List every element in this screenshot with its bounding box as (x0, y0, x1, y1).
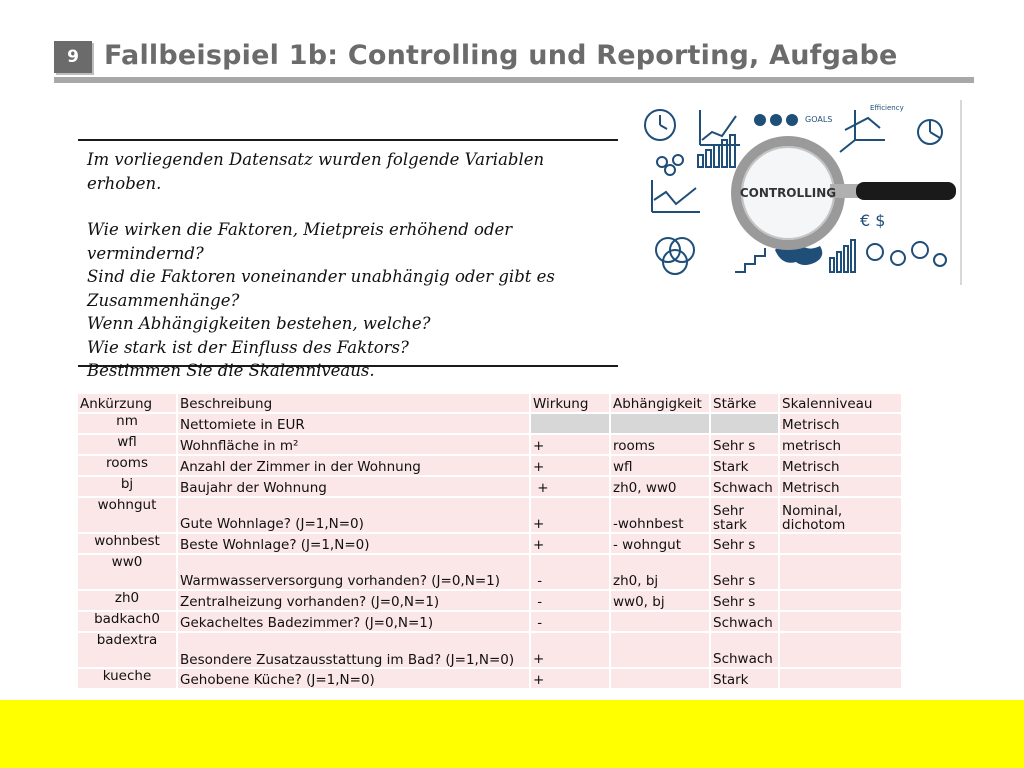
cell-strength: Sehr s (710, 533, 779, 554)
cell-scale (779, 590, 902, 611)
header-cell: Ankürzung (77, 393, 177, 413)
cell-abbrev: bj (77, 476, 177, 497)
slide-number: 9 (54, 41, 92, 73)
cell-dependency: - wohngut (610, 533, 710, 554)
cell-dependency: rooms (610, 434, 710, 455)
cell-dependency (610, 632, 710, 668)
goals-label: GOALS (805, 115, 833, 124)
cell-abbrev: wohngut (77, 497, 177, 533)
header-cell: Abhängigkeit (610, 393, 710, 413)
cell-description: Anzahl der Zimmer in der Wohnung (177, 455, 530, 476)
header-cell: Wirkung (530, 393, 610, 413)
table-row (77, 632, 902, 668)
table-row (77, 554, 902, 590)
cell-description: Gekacheltes Badezimmer? (J=0,N=1) (177, 611, 530, 632)
footer-band (0, 700, 1024, 768)
task-question: Wenn Abhängigkeiten bestehen, welche? (87, 314, 431, 333)
cell-scale (779, 533, 902, 554)
task-question: Sind die Faktoren voneinander unabhängig oder gibt es Zusammenhänge? (87, 267, 555, 310)
task-question: Wie wirken die Faktoren, Mietpreis erhöhend oder vermindernd? (87, 220, 513, 263)
cell-abbrev: ww0 (77, 554, 177, 590)
cell-strength: Sehr s (710, 554, 779, 590)
cell-effect: - (530, 590, 610, 611)
cell-description: Warmwasserversorgung vorhanden? (J=0,N=1) (177, 554, 530, 590)
table-header-row (77, 393, 902, 413)
cell-dependency (610, 413, 710, 434)
cell-description: Nettomiete in EUR (177, 413, 530, 434)
efficiency-label: Efficiency (870, 104, 904, 112)
line-chart-icon (652, 180, 700, 212)
cell-scale: Metrisch (779, 455, 902, 476)
small-bars-icon (830, 240, 855, 272)
cell-dependency: wfl (610, 455, 710, 476)
cell-scale: Nominal, dichotom (779, 497, 902, 533)
cell-strength: Schwach (710, 632, 779, 668)
cell-effect: + (530, 533, 610, 554)
task-question: Bestimmen Sie die Skalenniveaus. (87, 361, 375, 380)
title-underline (54, 77, 974, 83)
table-row (77, 413, 902, 434)
table-row (77, 476, 902, 497)
coin-icon (657, 157, 667, 167)
cell-strength: Sehr s (710, 434, 779, 455)
cell-description: Gehobene Küche? (J=1,N=0) (177, 668, 530, 689)
cell-abbrev: wohnbest (77, 533, 177, 554)
cell-abbrev: badextra (77, 632, 177, 668)
table-row (77, 533, 902, 554)
cell-strength: Stark (710, 668, 779, 689)
cell-strength: Schwach (710, 611, 779, 632)
cell-scale (779, 554, 902, 590)
cell-dependency: zh0, ww0 (610, 476, 710, 497)
cell-effect: - (530, 611, 610, 632)
cell-description: Wohnfläche in m² (177, 434, 530, 455)
axes-icon (840, 110, 885, 152)
venn-diagram-icon (656, 238, 694, 274)
cell-description: Zentralheizung vorhanden? (J=0,N=1) (177, 590, 530, 611)
cell-description: Besondere Zusatzausstattung im Bad? (J=1,N=0) (177, 632, 530, 668)
cell-scale (779, 668, 902, 689)
cell-strength: Sehr stark (710, 497, 779, 533)
cell-effect: + (530, 434, 610, 455)
header-cell: Stärke (710, 393, 779, 413)
header-cell: Beschreibung (177, 393, 530, 413)
cell-dependency: zh0, bj (610, 554, 710, 590)
table-row (77, 434, 902, 455)
cell-description: Baujahr der Wohnung (177, 476, 530, 497)
controlling-illustration (640, 100, 962, 285)
cell-effect: + (530, 632, 610, 668)
controlling-caption: CONTROLLING (739, 186, 837, 200)
table-row (77, 455, 902, 476)
cell-abbrev: badkach0 (77, 611, 177, 632)
cell-strength: Stark (710, 455, 779, 476)
task-intro: Im vorliegenden Datensatz wurden folgende Variablen erhoben. (87, 150, 545, 193)
cell-effect: + (530, 476, 610, 497)
cell-strength: Schwach (710, 476, 779, 497)
cell-effect: + (530, 668, 610, 689)
cell-dependency (610, 668, 710, 689)
cell-effect: + (530, 455, 610, 476)
smiley-icons (754, 114, 798, 126)
cell-strength (710, 413, 779, 434)
cell-scale (779, 611, 902, 632)
task-box (78, 139, 618, 380)
cell-abbrev: nm (77, 413, 177, 434)
cell-strength: Sehr s (710, 590, 779, 611)
cell-dependency: ww0, bj (610, 590, 710, 611)
cell-dependency: -wohnbest (610, 497, 710, 533)
cell-abbrev: rooms (77, 455, 177, 476)
table-row (77, 668, 902, 689)
task-question: Wie stark ist der Einfluss des Faktors? (87, 337, 409, 357)
cell-abbrev: kueche (77, 668, 177, 689)
cell-dependency (610, 611, 710, 632)
variables-table (76, 392, 903, 690)
cell-effect (530, 413, 610, 434)
controlling-illustration-svg (640, 100, 960, 285)
gears-icon (867, 242, 946, 266)
cell-scale: Metrisch (779, 413, 902, 434)
cell-scale: Metrisch (779, 476, 902, 497)
slide-title: Fallbeispiel 1b: Controlling und Reporting, Aufgabe (104, 40, 898, 71)
cell-scale: metrisch (779, 434, 902, 455)
cell-description: Beste Wohnlage? (J=1,N=0) (177, 533, 530, 554)
table-row (77, 497, 902, 533)
table-row (77, 611, 902, 632)
cell-abbrev: zh0 (77, 590, 177, 611)
cell-effect: - (530, 554, 610, 590)
header-cell: Skalenniveau (779, 393, 902, 413)
cell-description: Gute Wohnlage? (J=1,N=0) (177, 497, 530, 533)
table-row (77, 590, 902, 611)
cell-scale (779, 632, 902, 668)
svg-text:€ $: € $ (860, 211, 886, 230)
cell-effect: + (530, 497, 610, 533)
stairs-icon (735, 248, 765, 272)
cell-abbrev: wfl (77, 434, 177, 455)
